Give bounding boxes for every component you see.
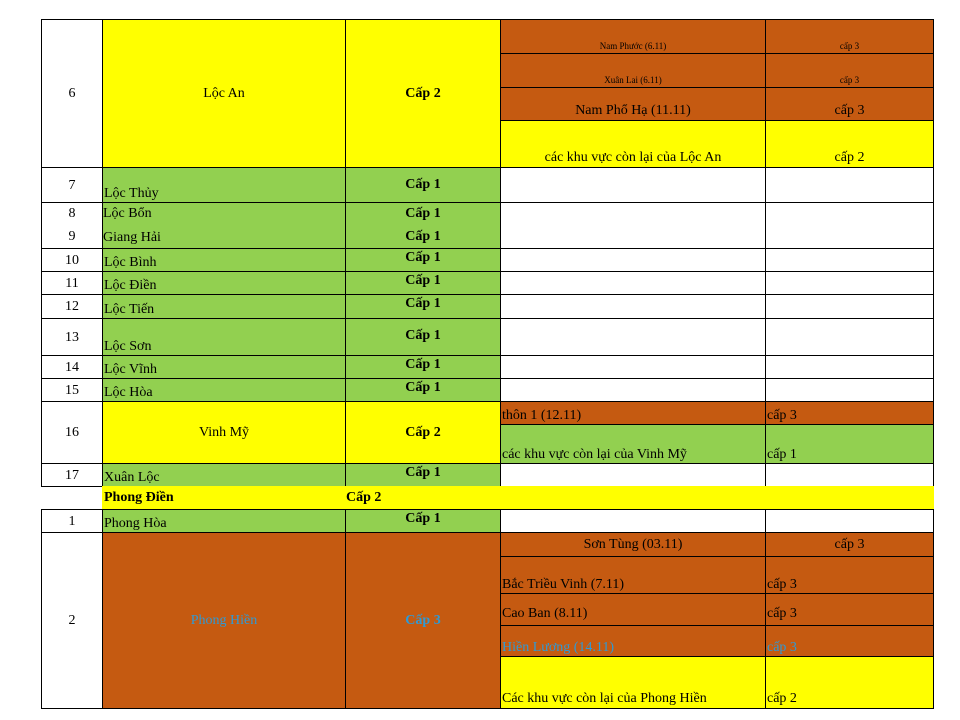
empty-cell	[500, 248, 766, 272]
sub-level-text: cấp 3	[767, 408, 797, 423]
sub-level-cell	[765, 556, 934, 594]
sub-level-cell	[765, 625, 934, 657]
stt-cell	[41, 463, 103, 487]
sub-level-cell	[765, 19, 934, 54]
sub-area-cell	[500, 625, 766, 657]
stt-cell	[41, 355, 103, 379]
empty-cell	[500, 318, 766, 356]
commune-cell	[102, 167, 346, 203]
stt-text: 15	[65, 382, 79, 398]
empty-cell	[765, 318, 934, 356]
sub-area-text: Nam Phổ Hạ (11.11)	[575, 103, 691, 118]
sub-level-cell	[765, 656, 934, 709]
level-text-wrap	[345, 204, 501, 222]
commune-cell	[102, 248, 346, 272]
level-text: Cấp 1	[405, 328, 441, 343]
sub-level-cell	[765, 401, 934, 425]
stt-text: 16	[65, 425, 79, 440]
level-text: Cấp 2	[405, 425, 441, 440]
commune-cell	[102, 318, 346, 356]
commune-cell	[102, 463, 346, 487]
sub-level-text: cấp 2	[767, 691, 797, 706]
stt-text: 12	[65, 299, 79, 314]
stt-cell	[41, 167, 103, 203]
sub-area-text: thôn 1 (12.11)	[502, 408, 582, 423]
sub-level-text: cấp 2	[834, 150, 865, 165]
commune-name: Vinh Mỹ	[198, 425, 250, 440]
commune-name: Lộc Tiến	[104, 302, 155, 317]
empty-cell	[500, 202, 766, 249]
empty-cell	[765, 378, 934, 402]
empty-cell	[765, 202, 934, 249]
stt-cell	[41, 19, 103, 168]
district-name-wrap	[103, 486, 343, 508]
commune-name: Lộc Hòa	[104, 385, 153, 400]
level-text: Cấp 2	[405, 86, 441, 101]
stt-text: 14	[65, 359, 79, 375]
level-text: Cấp 1	[405, 465, 441, 480]
level-text: Cấp 1	[405, 177, 441, 192]
sub-level-text: cấp 3	[767, 640, 797, 655]
commune-name: Lộc An	[203, 86, 245, 101]
sub-area-cell	[500, 401, 766, 425]
level-text: Cấp 1	[405, 380, 441, 395]
stt-text: 17	[65, 467, 79, 483]
sub-level-cell	[765, 532, 934, 557]
commune-cell	[102, 532, 346, 709]
stt-cell	[41, 294, 103, 319]
commune-text-wrap	[102, 228, 346, 246]
level-cell	[345, 355, 501, 379]
sub-area-text: Cao Ban (8.11)	[502, 606, 588, 621]
stt-cell	[41, 271, 103, 295]
stt-cell	[41, 378, 103, 402]
sub-area-cell	[500, 424, 766, 464]
commune-name: Lộc Điền	[104, 278, 157, 293]
stt-text: 13	[65, 329, 79, 345]
level-cell	[345, 401, 501, 464]
sub-level-text: cấp 1	[767, 447, 797, 462]
commune-name: Phong Hiền	[190, 613, 258, 628]
sub-area-text: Bắc Triều Vinh (7.11)	[502, 577, 625, 592]
level-text: Cấp 1	[405, 273, 441, 288]
level-cell	[345, 19, 501, 168]
stt-cell	[41, 248, 103, 272]
sub-level-text: cấp 3	[767, 577, 797, 592]
sub-area-text: Các khu vực còn lại của Phong Hiền	[502, 691, 707, 706]
level-text-wrap	[345, 227, 501, 245]
level-text: Cấp 1	[405, 357, 441, 372]
sub-area-text: các khu vực còn lại của Vinh Mỹ	[502, 447, 687, 462]
commune-cell	[102, 378, 346, 402]
empty-cell	[765, 355, 934, 379]
sub-level-text: cấp 3	[839, 41, 860, 51]
empty-cell	[765, 509, 934, 533]
level-text: Cấp 3	[405, 613, 441, 628]
commune-cell	[102, 401, 346, 464]
commune-cell	[102, 19, 346, 168]
level-text: Cấp 1	[405, 228, 441, 244]
commune-name: Lộc Bổn	[103, 205, 152, 221]
stt-cell	[41, 532, 103, 709]
district-level-wrap	[345, 486, 495, 508]
sub-area-text: các khu vực còn lại của Lộc An	[544, 150, 722, 165]
level-cell	[345, 378, 501, 402]
empty-cell	[500, 271, 766, 295]
stt-text: 8	[68, 205, 76, 221]
sub-area-cell	[500, 593, 766, 626]
empty-cell	[500, 378, 766, 402]
stt-text: 9	[68, 228, 76, 244]
stt-text: 10	[65, 252, 79, 268]
stt-text-wrap	[41, 204, 103, 222]
empty-cell	[765, 294, 934, 319]
level-cell	[345, 532, 501, 709]
empty-cell	[765, 248, 934, 272]
commune-name: Lộc Bình	[104, 255, 157, 270]
sub-area-cell	[500, 532, 766, 557]
empty-cell	[500, 355, 766, 379]
sub-level-cell	[765, 120, 934, 168]
commune-name: Lộc Sơn	[104, 339, 152, 354]
level-cell	[345, 463, 501, 487]
stt-text: 6	[68, 86, 76, 101]
sub-area-text: Xuân Lai (6.11)	[604, 75, 662, 85]
level-text: Cấp 1	[405, 511, 441, 526]
sub-area-cell	[500, 19, 766, 54]
sub-area-text: Nam Phước (6.11)	[599, 41, 667, 51]
sub-area-cell	[500, 120, 766, 168]
district-level: Cấp 2	[346, 489, 382, 505]
level-text: Cấp 1	[405, 250, 441, 265]
stt-text: 1	[68, 513, 76, 529]
empty-cell	[500, 463, 766, 487]
stt-text: 2	[68, 613, 76, 628]
empty-cell	[500, 294, 766, 319]
commune-cell	[102, 294, 346, 319]
commune-cell	[102, 355, 346, 379]
level-cell	[345, 318, 501, 356]
sub-level-text: cấp 3	[834, 537, 865, 552]
commune-name: Giang Hải	[103, 229, 161, 245]
sub-area-cell	[500, 656, 766, 709]
sub-level-text: cấp 3	[767, 606, 797, 621]
stt-text: 7	[68, 177, 76, 193]
commune-name: Lộc Thủy	[104, 186, 159, 201]
level-text: Cấp 1	[405, 205, 441, 221]
stt-text: 11	[65, 275, 79, 291]
commune-cell	[102, 271, 346, 295]
sub-area-cell	[500, 53, 766, 88]
sub-area-text: Sơn Tùng (03.11)	[583, 537, 683, 552]
stt-cell	[41, 509, 103, 533]
commune-name: Phong Hòa	[104, 516, 167, 531]
commune-name: Lộc Vĩnh	[104, 362, 158, 377]
sub-level-cell	[765, 87, 934, 121]
stt-text-wrap	[41, 227, 103, 245]
stt-cell	[41, 318, 103, 356]
empty-cell	[500, 167, 766, 203]
commune-name: Xuân Lộc	[104, 470, 160, 485]
empty-cell	[765, 271, 934, 295]
level-cell	[345, 167, 501, 203]
level-cell	[345, 271, 501, 295]
sub-level-cell	[765, 593, 934, 626]
commune-cell	[102, 509, 346, 533]
level-cell	[345, 294, 501, 319]
level-cell	[345, 248, 501, 272]
sub-area-cell	[500, 87, 766, 121]
sub-level-cell	[765, 53, 934, 88]
sub-level-cell	[765, 424, 934, 464]
level-cell	[345, 509, 501, 533]
empty-cell	[500, 509, 766, 533]
sub-area-cell	[500, 556, 766, 594]
sub-area-text: Hiền Lương (14.11)	[502, 640, 615, 655]
stt-cell	[41, 401, 103, 464]
district-name: Phong Điền	[104, 489, 174, 505]
sub-level-text: cấp 3	[839, 75, 860, 85]
empty-cell	[765, 463, 934, 487]
empty-cell	[765, 167, 934, 203]
sub-level-text: cấp 3	[834, 103, 865, 118]
level-text: Cấp 1	[405, 296, 441, 311]
commune-text-wrap	[102, 204, 346, 222]
